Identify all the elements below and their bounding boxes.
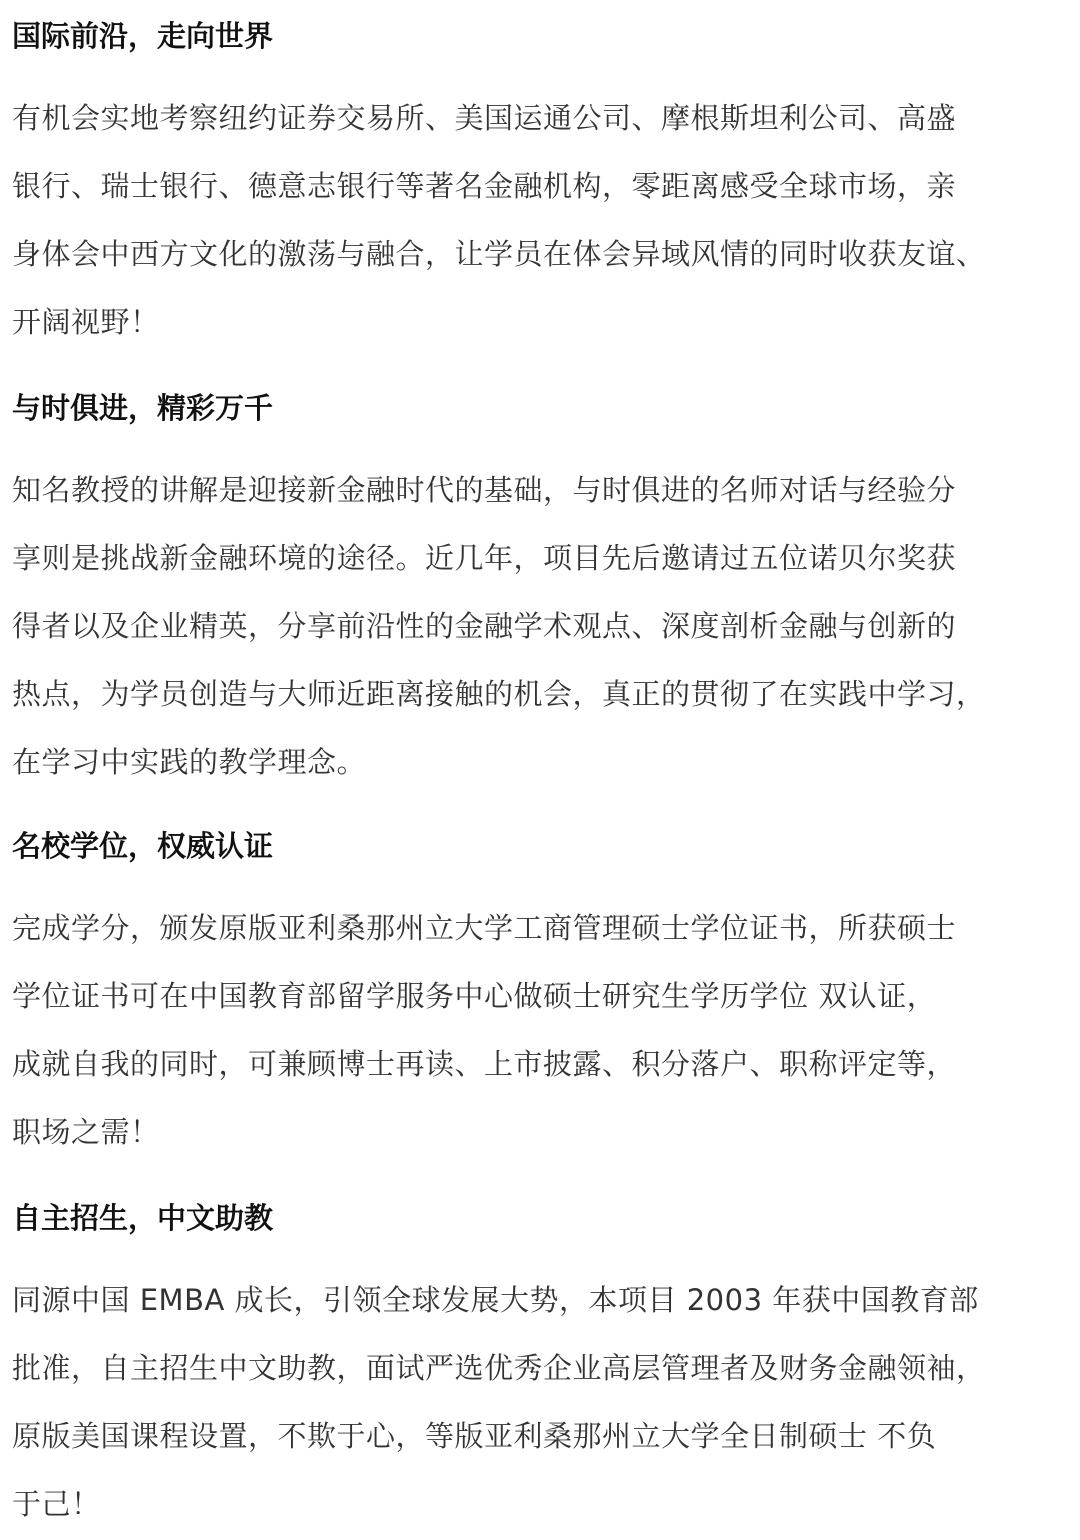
paragraph-line: 职场之需！ bbox=[12, 1115, 160, 1149]
paragraph-line: 学位证书可在中国教育部留学服务中心做硕士研究生学历学位 双认证， bbox=[12, 979, 937, 1013]
paragraph-line: 完成学分，颁发原版亚利桑那州立大学工商管理硕士学位证书，所获硕士 bbox=[12, 911, 957, 945]
paragraph-line: 同源中国 EMBA 成长，引领全球发展大势，本项目 2003 年获中国教育部 bbox=[12, 1283, 979, 1317]
paragraph-line: 成就自我的同时，可兼顾博士再读、上市披露、积分落户、职称评定等， bbox=[12, 1047, 957, 1081]
paragraph-line: 身体会中西方文化的激荡与融合，让学员在体会异域风情的同时收获友谊、 bbox=[12, 237, 986, 271]
paragraph-line: 在学习中实践的教学理念。 bbox=[12, 745, 367, 779]
paragraph-line: 于己！ bbox=[12, 1487, 101, 1521]
section-heading-times: 与时俱进，精彩万千 bbox=[12, 391, 274, 425]
section-body-admission bbox=[12, 1266, 1066, 1538]
section-heading-international: 国际前沿，走向世界 bbox=[12, 19, 274, 53]
paragraph-line: 得者以及企业精英，分享前沿性的金融学术观点、深度剖析金融与创新的 bbox=[12, 609, 957, 643]
section-body-international bbox=[12, 84, 1066, 356]
section-body-times bbox=[12, 456, 1066, 796]
section-heading-degree: 名校学位，权威认证 bbox=[12, 829, 274, 863]
paragraph-line: 享则是挑战新金融环境的途径。近几年，项目先后邀请过五位诺贝尔奖获 bbox=[12, 541, 957, 575]
paragraph-line: 热点，为学员创造与大师近距离接触的机会，真正的贯彻了在实践中学习， bbox=[12, 677, 986, 711]
paragraph-line: 批准，自主招生中文助教，面试严选优秀企业高层管理者及财务金融领袖， bbox=[12, 1351, 986, 1385]
paragraph-line: 银行、瑞士银行、德意志银行等著名金融机构，零距离感受全球市场，亲 bbox=[12, 169, 957, 203]
section-heading-admission: 自主招生，中文助教 bbox=[12, 1201, 274, 1235]
paragraph-line: 原版美国课程设置，不欺于心，等版亚利桑那州立大学全日制硕士 不负 bbox=[12, 1419, 937, 1453]
paragraph-line: 知名教授的讲解是迎接新金融时代的基础，与时俱进的名师对话与经验分 bbox=[12, 473, 957, 507]
paragraph-line: 开阔视野！ bbox=[12, 305, 160, 339]
section-body-degree bbox=[12, 894, 1066, 1166]
paragraph-line: 有机会实地考察纽约证券交易所、美国运通公司、摩根斯坦利公司、高盛 bbox=[12, 101, 957, 135]
